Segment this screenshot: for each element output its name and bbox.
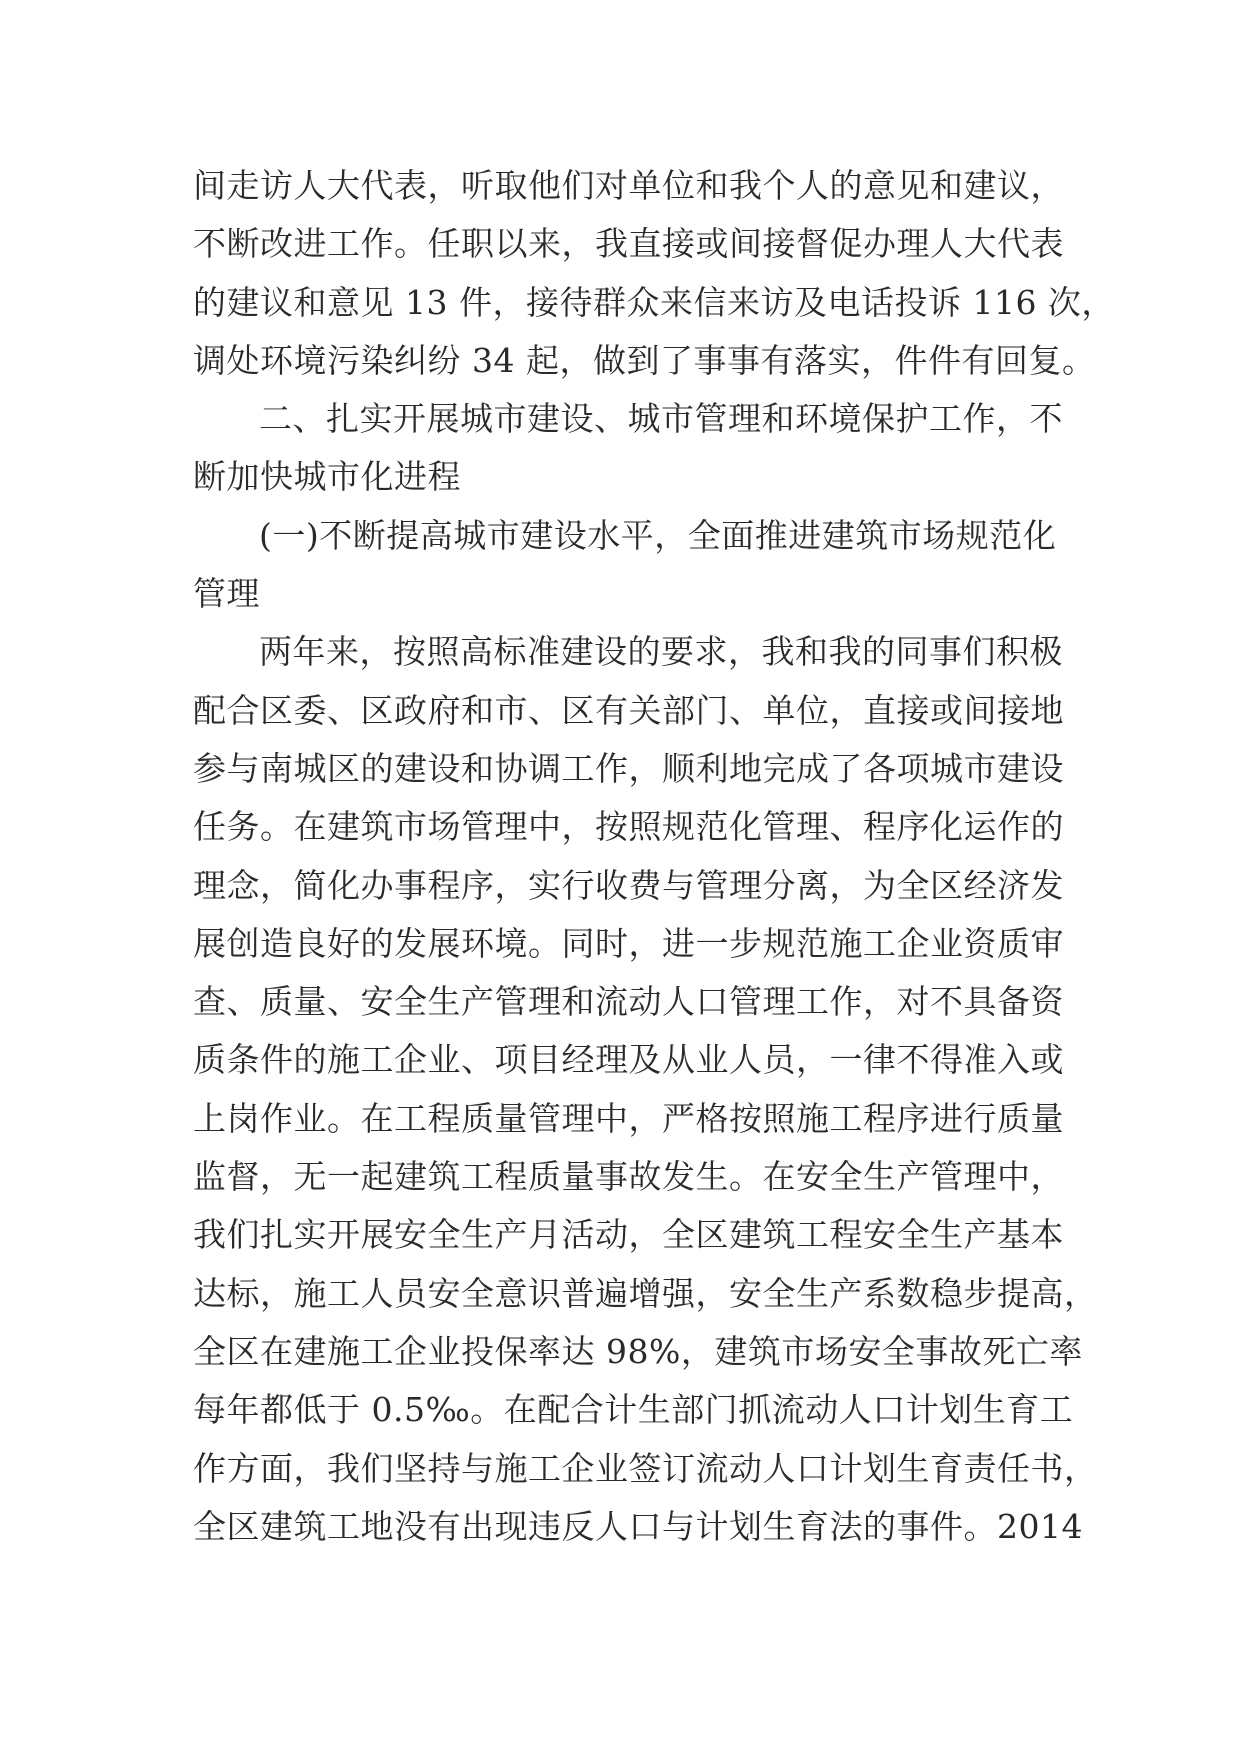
subsection-heading-line: 管理 — [193, 574, 260, 614]
text-line: 两年来，按照高标准建设的要求，我和我的同事们积极 — [259, 632, 1063, 672]
text-line: 作方面，我们坚持与施工企业签订流动人口计划生育责任书， — [193, 1448, 1098, 1488]
body-text — [193, 157, 1115, 1556]
section-heading-line: 断加快城市化进程 — [193, 457, 461, 497]
text-line: 全区在建施工企业投保率达 98%，建筑市场安全事故死亡率 — [193, 1331, 1083, 1371]
text-line: 查、质量、安全生产管理和流动人口管理工作，对不具备资 — [193, 982, 1064, 1022]
text-line: 理念，简化办事程序，实行收费与管理分离，为全区经济发 — [193, 865, 1064, 905]
text-line: 监督，无一起建筑工程质量事故发生。在安全生产管理中， — [193, 1157, 1064, 1197]
text-line: 不断改进工作。任职以来，我直接或间接督促办理人大代表 — [193, 224, 1064, 264]
text-line: 间走访人大代表，听取他们对单位和我个人的意见和建议， — [193, 166, 1064, 205]
text-line: 达标，施工人员安全意识普遍增强，安全生产系数稳步提高， — [193, 1273, 1098, 1313]
text-line: 我们扎实开展安全生产月活动，全区建筑工程安全生产基本 — [193, 1215, 1064, 1255]
subsection-heading-line: (一)不断提高城市建设水平，全面推进建筑市场规范化 — [259, 515, 1057, 555]
text-line: 任务。在建筑市场管理中，按照规范化管理、程序化运作的 — [193, 807, 1064, 847]
text-line: 参与南城区的建设和协调工作，顺利地完成了各项城市建设 — [193, 748, 1064, 788]
text-line: 配合区委、区政府和市、区有关部门、单位，直接或间接地 — [193, 690, 1064, 730]
section-heading-line: 二、扎实开展城市建设、城市管理和环境保护工作，不 — [259, 399, 1063, 439]
text-line: 上岗作业。在工程质量管理中，严格按照施工程序进行质量 — [193, 1098, 1064, 1138]
text-line: 的建议和意见 13 件，接待群众来信来访及电话投诉 116 次， — [193, 282, 1115, 322]
text-line: 展创造良好的发展环境。同时，进一步规范施工企业资质审 — [193, 923, 1064, 963]
text-line: 调处环境污染纠纷 34 起，做到了事事有落实，件件有回复。 — [193, 340, 1096, 380]
text-line: 全区建筑工地没有出现违反人口与计划生育法的事件。2014 — [193, 1506, 1083, 1546]
text-line: 每年都低于 0.5‰。在配合计生部门抓流动人口计划生育工 — [193, 1390, 1074, 1430]
text-line: 质条件的施工企业、项目经理及从业人员，一律不得准入或 — [193, 1040, 1064, 1080]
